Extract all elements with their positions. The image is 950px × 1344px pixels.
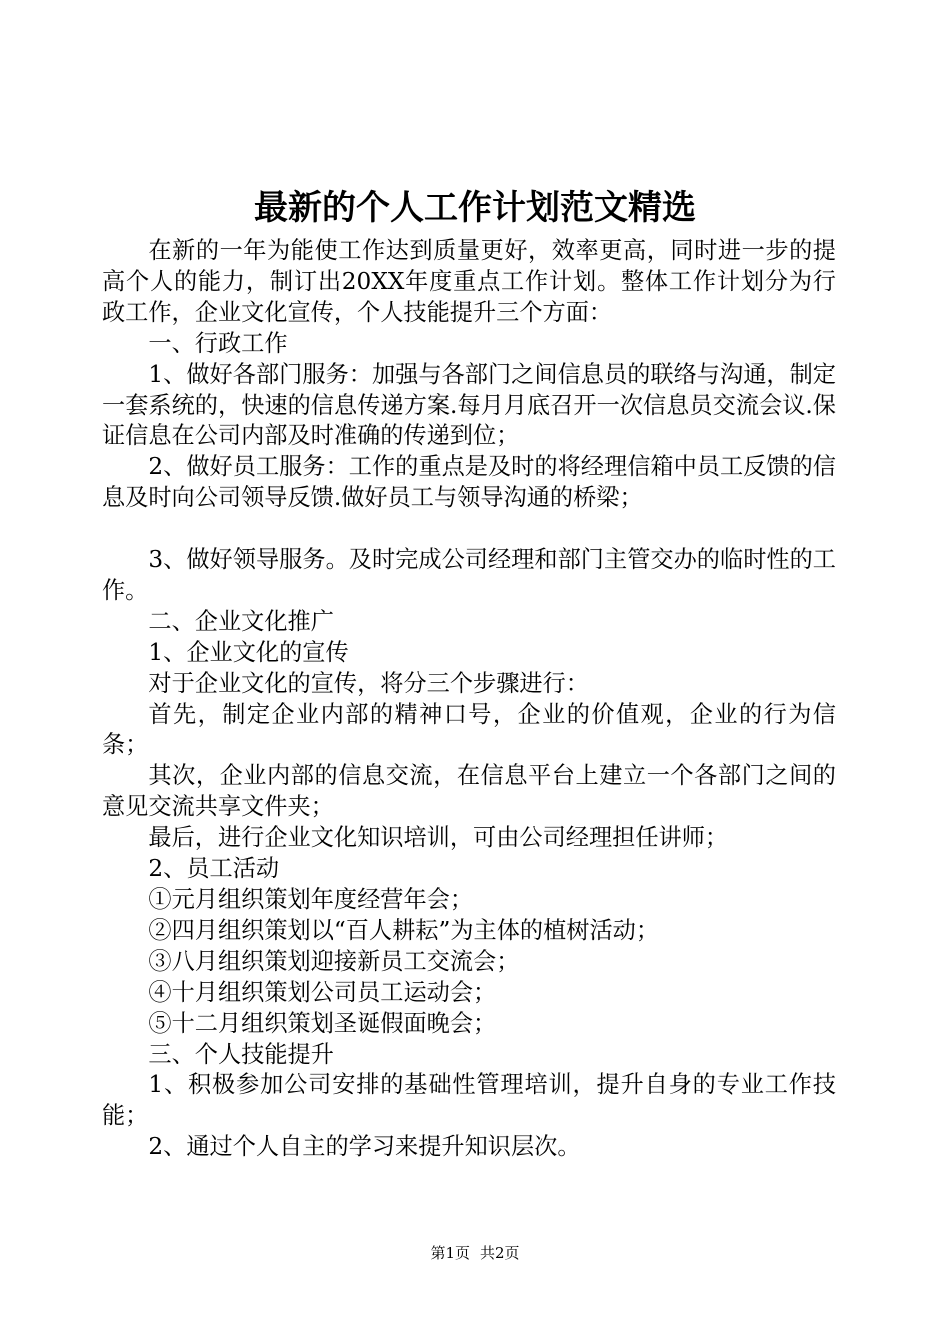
section-heading-culture: 二、企业文化推广 bbox=[148, 607, 334, 635]
culture-subheading-1: 1、企业文化的宣传 bbox=[148, 638, 349, 666]
blank-line bbox=[102, 514, 836, 545]
intro-paragraph: 在新的一年为能使工作达到质量更好，效率更高，同时进一步的提高个人的能力，制订出20XX年度重点工作计划。整体工作计划分为行政工作，企业文化宣传，个人技能提升三个方面： bbox=[102, 237, 836, 326]
culture-paragraph-steps: 对于企业文化的宣传，将分三个步骤进行： bbox=[148, 669, 589, 697]
page-number-current: 第1页 bbox=[430, 1244, 470, 1262]
section-heading-skills: 三、个人技能提升 bbox=[148, 1040, 334, 1068]
culture-step-first: 首先，制定企业内部的精神口号，企业的价值观，企业的行为信条； bbox=[102, 700, 836, 759]
activity-item-5: ⑤十二月组织策划圣诞假面晚会； bbox=[148, 1009, 497, 1037]
section-heading-admin: 一、行政工作 bbox=[148, 329, 288, 357]
culture-step-last: 最后，进行企业文化知识培训，可由公司经理担任讲师； bbox=[148, 824, 729, 852]
activity-item-1: ①元月组织策划年度经营年会； bbox=[148, 886, 474, 914]
document-title: 最新的个人工作计划范文精选 bbox=[254, 188, 696, 228]
page-footer bbox=[0, 1243, 950, 1263]
culture-step-second: 其次，企业内部的信息交流，在信息平台上建立一个各部门之间的意见交流共享文件夹； bbox=[102, 762, 836, 821]
skills-item-1: 1、积极参加公司安排的基础性管理培训，提升自身的专业工作技能； bbox=[102, 1071, 836, 1130]
culture-subheading-2: 2、员工活动 bbox=[148, 855, 280, 883]
skills-item-2: 2、通过个人自主的学习来提升知识层次。 bbox=[148, 1133, 581, 1161]
admin-item-3: 3、做好领导服务。及时完成公司经理和部门主管交办的临时性的工作。 bbox=[102, 546, 836, 604]
document-body bbox=[102, 236, 836, 1163]
admin-item-1: 1、做好各部门服务：加强与各部门之间信息员的联络与沟通，制定一套系统的，快速的信息传递方案.每月月底召开一次信息员交流会议.保证信息在公司内部及时准确的传递到位； bbox=[102, 360, 836, 450]
activity-item-4: ④十月组织策划公司员工运动会； bbox=[148, 978, 497, 1006]
activity-item-3: ③八月组织策划迎接新员工交流会； bbox=[148, 947, 520, 975]
page-number-total: 共2页 bbox=[480, 1244, 520, 1262]
admin-item-2: 2、做好员工服务：工作的重点是及时的将经理信箱中员工反馈的信息及时向公司领导反馈.做好员工与领导沟通的桥梁； bbox=[102, 453, 836, 512]
activity-item-2: ②四月组织策划以“百人耕耘”为主体的植树活动； bbox=[148, 916, 660, 944]
